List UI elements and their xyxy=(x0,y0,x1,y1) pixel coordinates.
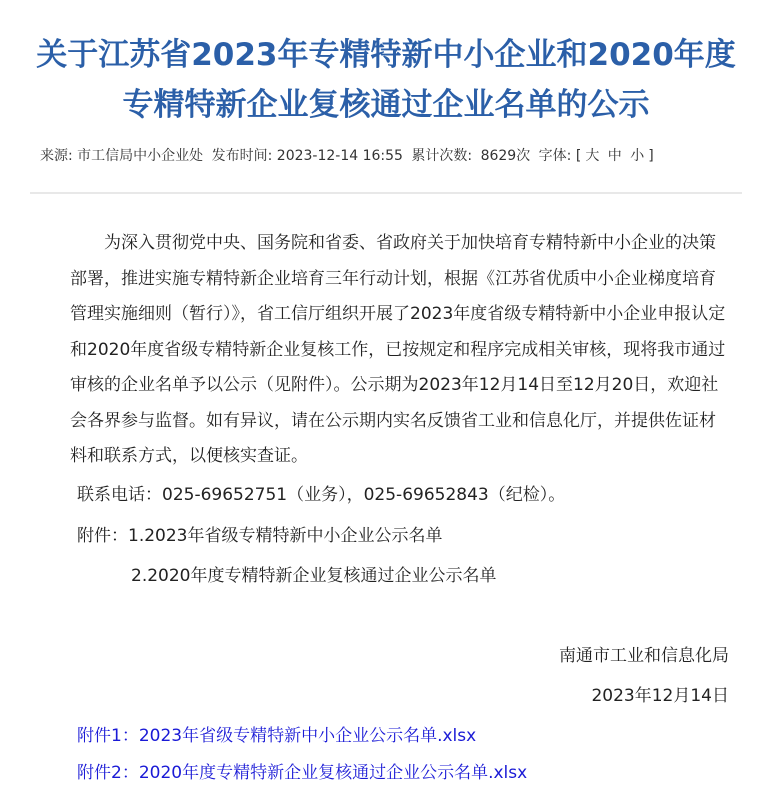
attachment-download-link-2[interactable]: 附件2：2020年度专精特新企业复核通过企业公示名单.xlsx xyxy=(77,763,528,783)
meta-font-label: 字体: [ xyxy=(538,148,582,164)
contact-phone: 联系电话：025-69652751（业务），025-69652843（纪检）。 xyxy=(77,485,566,505)
meta-views-count: 8629次 xyxy=(480,148,531,164)
article-title-line-2: 专精特新企业复核通过企业名单的公示 xyxy=(122,87,650,123)
attachment-list-item-1: 附件：1.2023年省级专精特新中小企业公示名单 xyxy=(77,526,443,546)
signature-organization: 南通市工业和信息化局 xyxy=(559,646,729,666)
article-title-line-1: 关于江苏省2023年专精特新中小企业和2020年度 xyxy=(36,37,736,73)
font-size-medium-button[interactable]: 中 xyxy=(607,148,622,164)
header-divider xyxy=(30,192,742,194)
attachment-download-link-1[interactable]: 附件1：2023年省级专精特新中小企业公示名单.xlsx xyxy=(77,726,477,746)
body-paragraph: 为深入贯彻党中央、国务院和省委、省政府关于加快培育专精特新中小企业的决策部署，推进实施专精特新企业培育三年行动计划，根据《江苏省优质中小企业梯度培育管理实施细则（暂行）》，省工信厅组织开展了2023年度省级专精特新中小企业申报认定和2020年度省级专精特新企业复核工作，已按规定和程序完成相关审核，现将我市通过审核的企业名单予以公示（见附件）。公示期为2023年12月14日至12月20日，欢迎社会各界参与监督。如有异议，请在公示期内实名反馈省工业和信息化厅，并提供佐证材料和联系方式，以便核实查证。 xyxy=(70,233,726,466)
meta-publish-time: 发布时间: 2023-12-14 16:55 xyxy=(211,148,403,164)
font-size-small-button[interactable]: 小 xyxy=(630,148,645,164)
signature-date: 2023年12月14日 xyxy=(591,686,729,706)
article-meta xyxy=(40,146,658,166)
meta-views-label: 累计次数: xyxy=(411,148,473,164)
font-size-large-button[interactable]: 大 xyxy=(585,148,600,164)
meta-source: 来源: 市工信局中小企业处 xyxy=(40,148,204,164)
attachment-list-item-2: 2.2020年度专精特新企业复核通过企业公示名单 xyxy=(131,566,497,586)
meta-font-end: ] xyxy=(648,148,654,164)
